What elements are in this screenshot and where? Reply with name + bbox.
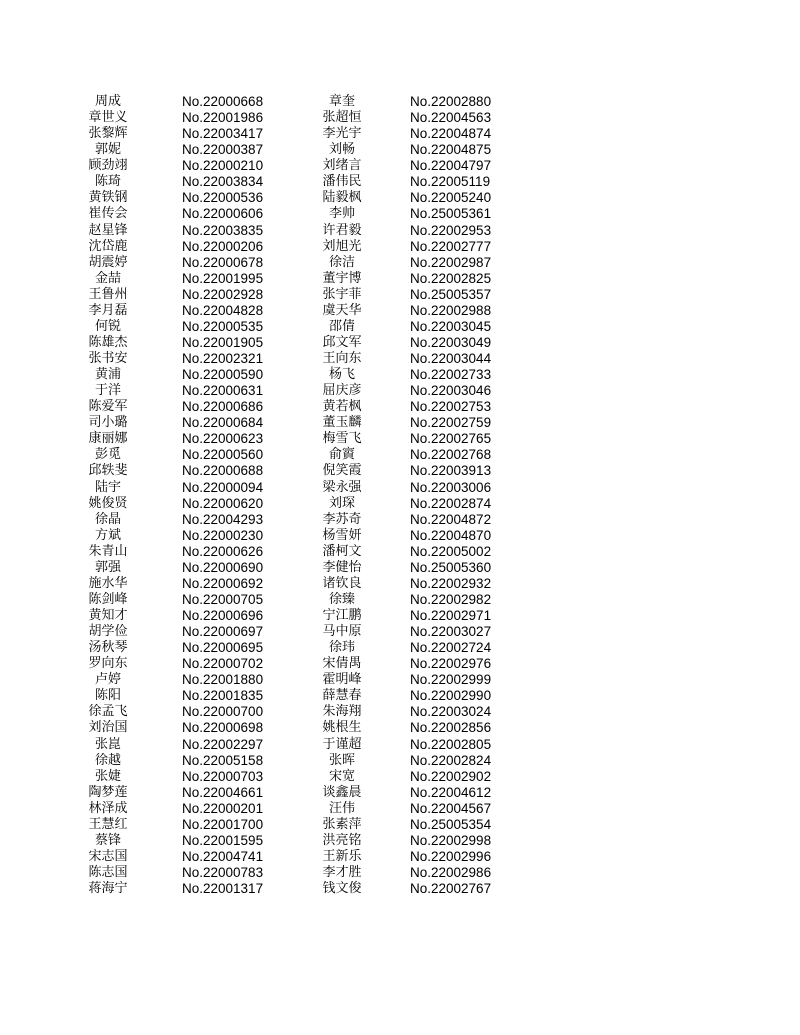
left-number: No.22001986 <box>182 110 264 126</box>
right-name: 姚根生 <box>322 720 362 736</box>
left-number: No.22000702 <box>182 656 264 672</box>
roster-row <box>0 239 800 255</box>
roster-row <box>0 849 800 865</box>
right-number: No.22004567 <box>410 800 492 816</box>
roster-row <box>0 801 800 817</box>
right-name: 徐玮 <box>328 640 355 656</box>
roster-row <box>0 496 800 512</box>
left-number: No.22000695 <box>182 640 264 656</box>
roster-row <box>0 303 800 319</box>
right-name: 李苏奇 <box>322 511 362 527</box>
left-number: No.22000703 <box>182 768 264 784</box>
left-name: 胡震婷 <box>88 254 128 270</box>
left-number: No.22000606 <box>182 206 264 222</box>
right-name: 于谨超 <box>322 736 362 752</box>
right-number: No.22002824 <box>410 752 492 768</box>
left-name: 崔传会 <box>88 206 128 222</box>
right-number: No.22002733 <box>410 367 492 383</box>
roster-row <box>0 287 800 303</box>
left-number: No.22000623 <box>182 431 264 447</box>
right-name: 刘绪言 <box>322 158 362 174</box>
right-number: No.22002805 <box>410 736 492 752</box>
left-name: 周成 <box>94 94 121 109</box>
right-name: 徐洁 <box>328 254 355 270</box>
right-name: 董宇博 <box>322 270 362 286</box>
left-name: 刘治国 <box>88 720 128 736</box>
right-number: No.22005240 <box>410 190 492 206</box>
left-number: No.22000678 <box>182 254 264 270</box>
roster-row <box>0 817 800 833</box>
right-number: No.22003044 <box>410 351 492 366</box>
roster-row <box>0 833 800 849</box>
left-number: No.22001835 <box>182 688 264 704</box>
roster-row <box>0 480 800 496</box>
roster-row <box>0 158 800 174</box>
left-name: 林泽成 <box>88 800 128 816</box>
left-name: 陈琦 <box>94 174 121 190</box>
left-name: 方斌 <box>94 527 121 543</box>
right-name: 薛慧春 <box>322 688 362 704</box>
right-name: 张晖 <box>328 752 355 768</box>
right-number: No.22002998 <box>410 832 492 848</box>
left-name: 徐越 <box>94 752 121 768</box>
roster-row <box>0 255 800 271</box>
left-name: 张书安 <box>88 351 128 366</box>
left-number: No.22000626 <box>182 543 264 559</box>
right-number: No.22002990 <box>410 688 492 704</box>
roster-row <box>0 753 800 769</box>
left-name: 顾劲翊 <box>88 158 128 174</box>
left-name: 陈雄杰 <box>88 334 128 350</box>
right-name: 张宇菲 <box>322 286 362 302</box>
left-number: No.22002297 <box>182 736 264 752</box>
left-number: No.22000201 <box>182 800 264 816</box>
left-number: No.22000692 <box>182 575 264 591</box>
right-name: 虞天华 <box>322 302 362 318</box>
right-number: No.22004870 <box>410 527 492 543</box>
left-name: 陈爱军 <box>88 399 128 415</box>
left-name: 卢婷 <box>94 672 121 688</box>
right-number: No.22002988 <box>410 302 492 318</box>
left-number: No.22000668 <box>182 94 264 109</box>
right-number: No.22002880 <box>410 94 492 109</box>
left-name: 章世义 <box>88 110 128 126</box>
right-number: No.22003046 <box>410 383 492 399</box>
roster-row <box>0 881 800 897</box>
left-name: 施水华 <box>88 575 128 591</box>
roster-row <box>0 94 800 110</box>
left-name: 胡学俭 <box>88 624 128 640</box>
left-name: 沈岱鹿 <box>88 238 128 254</box>
right-name: 王新乐 <box>322 848 362 864</box>
right-name: 屈庆彦 <box>322 383 362 399</box>
left-number: No.22001905 <box>182 334 264 350</box>
right-number: No.22005002 <box>410 543 492 559</box>
left-number: No.22000698 <box>182 720 264 736</box>
roster-row <box>0 271 800 287</box>
left-number: No.22003417 <box>182 126 264 142</box>
right-number: No.22005119 <box>410 174 491 190</box>
right-number: No.22002724 <box>410 640 492 656</box>
left-name: 黄知才 <box>88 608 128 623</box>
right-name: 俞賨 <box>328 447 355 463</box>
left-name: 康丽娜 <box>88 431 128 447</box>
right-number: No.22004797 <box>410 158 492 174</box>
left-number: No.22000631 <box>182 383 264 399</box>
right-number: No.25005361 <box>410 206 492 222</box>
left-number: No.22000690 <box>182 559 264 575</box>
right-name: 梁永强 <box>322 479 362 495</box>
left-name: 张崑 <box>94 736 121 752</box>
right-number: No.22004612 <box>410 784 492 800</box>
roster-row <box>0 319 800 335</box>
left-name: 金喆 <box>94 270 121 286</box>
left-number: No.22001880 <box>182 672 264 688</box>
roster-row <box>0 672 800 688</box>
right-name: 徐臻 <box>328 591 355 607</box>
roster-row <box>0 142 800 158</box>
left-name: 王鲁州 <box>88 286 128 302</box>
right-name: 宋宽 <box>328 768 355 784</box>
left-number: No.22000560 <box>182 447 264 463</box>
roster-row <box>0 190 800 206</box>
left-name: 郭强 <box>94 559 121 575</box>
roster-row <box>0 126 800 142</box>
left-number: No.22003835 <box>182 222 264 238</box>
left-name: 陈志国 <box>88 865 128 880</box>
left-number: No.22001595 <box>182 832 264 848</box>
right-name: 杨飞 <box>328 367 355 383</box>
right-number: No.22003027 <box>410 624 492 640</box>
right-number: No.22002856 <box>410 720 492 736</box>
right-name: 王向东 <box>322 351 362 366</box>
roster-row <box>0 608 800 624</box>
right-number: No.22002759 <box>410 415 492 431</box>
left-name: 徐孟飞 <box>88 704 128 720</box>
left-number: No.22004293 <box>182 511 264 527</box>
left-number: No.22000697 <box>182 624 264 640</box>
right-name: 许君毅 <box>322 222 362 238</box>
right-name: 洪亮铭 <box>322 832 362 848</box>
right-number: No.22004874 <box>410 126 492 142</box>
roster-row <box>0 399 800 415</box>
left-number: No.22000783 <box>182 865 264 880</box>
roster-row <box>0 174 800 190</box>
roster-row <box>0 512 800 528</box>
left-name: 蒋海宁 <box>88 881 128 897</box>
right-name: 朱海翔 <box>322 704 362 720</box>
left-number: No.22000696 <box>182 608 264 623</box>
left-number: No.22000210 <box>182 158 264 174</box>
right-name: 潘伟民 <box>322 174 362 190</box>
roster-row <box>0 592 800 608</box>
left-name: 王慧红 <box>88 816 128 832</box>
left-number: No.22004741 <box>182 848 264 864</box>
right-name: 刘旭光 <box>322 238 362 254</box>
right-name: 倪笑霞 <box>322 463 362 479</box>
right-number: No.22003049 <box>410 334 492 350</box>
right-number: No.25005357 <box>410 286 492 302</box>
roster-row <box>0 785 800 801</box>
roster-row <box>0 206 800 222</box>
right-name: 李光宇 <box>322 126 362 142</box>
right-number: No.22002953 <box>410 222 492 238</box>
roster-row <box>0 335 800 351</box>
left-number: No.22000590 <box>182 367 264 383</box>
roster-row <box>0 769 800 785</box>
left-number: No.22000620 <box>182 495 264 511</box>
left-name: 陈阳 <box>94 688 121 704</box>
right-name: 马中原 <box>322 624 362 640</box>
left-name: 汤秋琴 <box>88 640 128 656</box>
right-name: 谈鑫晨 <box>322 784 362 800</box>
right-number: No.22003913 <box>410 463 492 479</box>
right-number: No.22002777 <box>410 238 492 254</box>
roster-row <box>0 415 800 431</box>
right-number: No.22004563 <box>410 110 492 126</box>
left-name: 彭觅 <box>94 447 121 463</box>
left-name: 徐晶 <box>94 511 121 527</box>
left-name: 李月磊 <box>88 302 128 318</box>
roster-row <box>0 223 800 239</box>
left-name: 罗向东 <box>88 656 128 672</box>
left-name: 司小璐 <box>88 415 128 431</box>
right-number: No.22002999 <box>410 672 492 688</box>
left-number: No.22000700 <box>182 704 264 720</box>
right-name: 汪伟 <box>328 800 355 816</box>
right-name: 董玉麟 <box>322 415 362 431</box>
left-name: 陈剑峰 <box>88 591 128 607</box>
left-number: No.22000230 <box>182 527 264 543</box>
right-name: 宁江鹏 <box>322 608 362 623</box>
left-number: No.22001995 <box>182 270 264 286</box>
left-name: 张婕 <box>94 768 121 784</box>
left-number: No.22000535 <box>182 318 264 334</box>
left-number: No.22001700 <box>182 816 264 832</box>
right-name: 梅雪飞 <box>322 431 362 447</box>
left-number: No.22000094 <box>182 479 264 495</box>
roster-row <box>0 431 800 447</box>
roster-row <box>0 110 800 126</box>
left-number: No.22002928 <box>182 286 264 302</box>
roster-list <box>0 94 800 897</box>
right-name: 邵倩 <box>328 318 355 334</box>
left-name: 陶梦莲 <box>88 784 128 800</box>
left-name: 宋志国 <box>88 848 128 864</box>
right-name: 诸钦良 <box>322 575 362 591</box>
roster-row <box>0 463 800 479</box>
right-number: No.22002982 <box>410 591 492 607</box>
left-name: 姚俊贤 <box>88 495 128 511</box>
right-name: 李才胜 <box>322 865 362 880</box>
right-number: No.22002932 <box>410 575 492 591</box>
right-number: No.22002753 <box>410 399 492 415</box>
right-number: No.22002765 <box>410 431 492 447</box>
left-name: 赵星锋 <box>88 222 128 238</box>
roster-row <box>0 383 800 399</box>
left-number: No.22001317 <box>182 881 264 897</box>
roster-row <box>0 688 800 704</box>
roster-row <box>0 656 800 672</box>
roster-row <box>0 624 800 640</box>
left-name: 郭妮 <box>94 142 121 158</box>
right-name: 章奎 <box>328 94 355 109</box>
left-name: 黄浦 <box>94 367 121 383</box>
right-name: 张素萍 <box>322 816 362 832</box>
left-number: No.22003834 <box>182 174 264 190</box>
roster-row <box>0 367 800 383</box>
right-name: 李帅 <box>328 206 355 222</box>
right-number: No.22002976 <box>410 656 492 672</box>
right-name: 宋倩禺 <box>322 656 362 672</box>
right-name: 邱文军 <box>322 334 362 350</box>
right-number: No.22002767 <box>410 881 492 897</box>
left-name: 黄铁钢 <box>88 190 128 206</box>
left-number: No.22002321 <box>182 351 264 366</box>
right-number: No.22002986 <box>410 865 492 880</box>
right-name: 杨雪妍 <box>322 527 362 543</box>
right-number: No.22002825 <box>410 270 492 286</box>
right-name: 刘琛 <box>328 495 355 511</box>
left-number: No.22000688 <box>182 463 264 479</box>
left-number: No.22000206 <box>182 238 264 254</box>
right-number: No.22004872 <box>410 511 492 527</box>
right-name: 张超恒 <box>322 110 362 126</box>
right-name: 钱文俊 <box>322 881 362 897</box>
right-number: No.22003006 <box>410 479 492 495</box>
right-name: 黄若枫 <box>322 399 362 415</box>
right-number: No.22004875 <box>410 142 492 158</box>
right-number: No.25005354 <box>410 816 492 832</box>
right-name: 潘柯文 <box>322 543 362 559</box>
roster-row <box>0 720 800 736</box>
right-number: No.22003024 <box>410 704 492 720</box>
left-number: No.22004828 <box>182 302 264 318</box>
roster-row <box>0 560 800 576</box>
right-name: 陆毅枫 <box>322 190 362 206</box>
roster-row <box>0 351 800 367</box>
left-name: 于洋 <box>94 383 121 399</box>
left-number: No.22000684 <box>182 415 264 431</box>
left-name: 邱轶斐 <box>88 463 128 479</box>
right-name: 刘畅 <box>328 142 355 158</box>
right-name: 霍明峰 <box>322 672 362 688</box>
right-number: No.22002971 <box>410 608 492 623</box>
left-number: No.22005158 <box>182 752 264 768</box>
roster-row <box>0 544 800 560</box>
roster-row <box>0 447 800 463</box>
right-number: No.22002902 <box>410 768 492 784</box>
roster-row <box>0 640 800 656</box>
right-number: No.22002874 <box>410 495 492 511</box>
roster-row <box>0 865 800 881</box>
right-name: 李健怡 <box>322 559 362 575</box>
left-name: 陆宇 <box>94 479 121 495</box>
right-number: No.22002996 <box>410 848 492 864</box>
right-number: No.25005360 <box>410 559 492 575</box>
left-number: No.22000536 <box>182 190 264 206</box>
right-number: No.22002768 <box>410 447 492 463</box>
left-name: 何锐 <box>94 318 121 334</box>
left-number: No.22000686 <box>182 399 264 415</box>
right-number: No.22003045 <box>410 318 492 334</box>
roster-row <box>0 737 800 753</box>
roster-row <box>0 576 800 592</box>
left-number: No.22000387 <box>182 142 264 158</box>
left-number: No.22004661 <box>182 784 264 800</box>
left-name: 朱青山 <box>88 543 128 559</box>
left-number: No.22000705 <box>182 591 264 607</box>
roster-row <box>0 704 800 720</box>
right-number: No.22002987 <box>410 254 492 270</box>
left-name: 蔡锋 <box>94 832 121 848</box>
left-name: 张黎辉 <box>88 126 128 142</box>
roster-row <box>0 528 800 544</box>
